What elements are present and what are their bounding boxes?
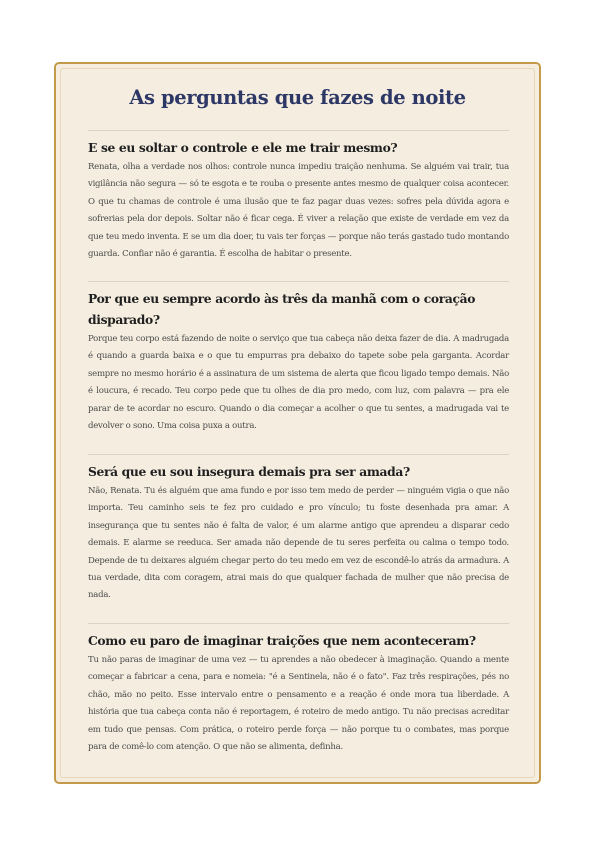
question: Como eu paro de imaginar traições que nem aconteceram? — [88, 633, 476, 648]
question: Será que eu sou insegura demais pra ser amada? — [88, 464, 410, 479]
question: Por que eu sempre acordo às três da manhã com o coração disparado? — [88, 291, 476, 327]
qa-section — [88, 623, 509, 756]
answer: Não, Renata. Tu és alguém que ama fundo e por isso tem medo de perder — ninguém vigia o que não importa. Teu caminho seis te fez pro cuidado e pro vínculo; tu foste desenhada pra amar. A insegurança que tu sentes não é falta de valor, é um alarme antigo que aprendeu a disparar cedo demais. E alarme se reeduca. Ser amada não depende de tu seres perfeita ou calma o tempo todo. Depende de tu deixares alguém chegar perto do teu medo em vez de escondê-lo atrás da armadura. A tua verdade, dita com coragem, atrai mais do que qualquer fachada de mulher que não precisa de nada. — [88, 486, 509, 601]
qa-card — [54, 62, 541, 784]
qa-section — [88, 281, 509, 435]
question: E se eu soltar o controle e ele me trair mesmo? — [88, 140, 398, 155]
answer: Renata, olha a verdade nos olhos: controle nunca impediu traição nenhuma. Se alguém vai trair, tua vigilância não segura — só te esgota e te rouba o presente antes mesmo de qualquer coisa acontecer. O que tu chamas de controle é uma ilusão que te faz pagar duas vezes: sofres pela dúvida agora e sofrerias pela dor depois. Soltar não é ficar cega. É viver a relação que existe de verdade em vez da que teu medo inventa. E se um dia doer, tu vais ter forças — porque não terás gastado tudo montando guarda. Confiar não é garantia. É escolha de habitar o presente. — [88, 162, 509, 260]
qa-section — [88, 454, 509, 605]
section-divider — [88, 281, 509, 282]
section-divider — [88, 623, 509, 624]
card-title: As perguntas que fazes de noite — [129, 86, 466, 109]
qa-section — [88, 130, 509, 263]
section-divider — [88, 454, 509, 455]
answer: Tu não paras de imaginar de uma vez — tu aprendes a não obedecer à imaginação. Quando a mente começar a fabricar a cena, para e nomeia: "é a Sentinela, não é o fato". Faz três respirações, pés no chão, mão no peito. Esse intervalo entre o pensamento e a reação é onde mora tua liberdade. A história que tua cabeça conta não é reportagem, é roteiro de medo antigo. Tu não precisas acreditar em tudo que pensas. Com prática, o roteiro perde força — não porque tu o combates, mas porque para de comê-lo com atenção. O que não se alimenta, definha. — [88, 655, 509, 753]
answer: Porque teu corpo está fazendo de noite o serviço que tua cabeça não deixa fazer de dia. A madrugada é quando a guarda baixa e o que tu empurras pra debaixo do tapete sobe pela garganta. Acordar sempre no mesmo horário é a assinatura de um sistema de alerta que ficou ligado tempo demais. Não é loucura, é recado. Teu corpo pede que tu olhes de dia pro medo, com luz, com palavra — pra ele parar de te acordar no escuro. Quando o dia começar a acolher o que tu sentes, a madrugada vai te devolver o sono. Uma coisa puxa a outra. — [88, 334, 509, 432]
section-divider — [88, 130, 509, 131]
